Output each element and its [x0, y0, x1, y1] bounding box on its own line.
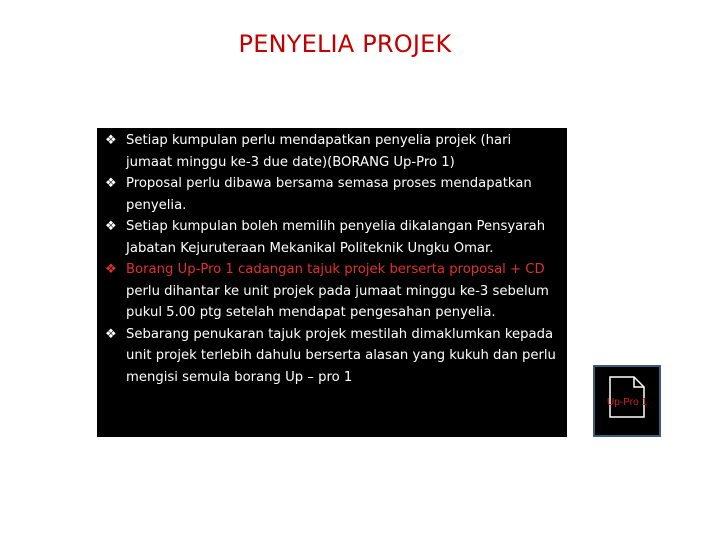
- bullet-text: Setiap kumpulan perlu mendapatkan penyelia projek (hari jumaat minggu ke-3 due date)(BORANG Up-Pro 1): [126, 133, 512, 170]
- bullet-text: [126, 262, 549, 320]
- content-box: [97, 128, 567, 437]
- bullet-item-1: [105, 130, 561, 173]
- diamond-bullet-icon: ❖: [105, 219, 117, 234]
- document-link[interactable]: [593, 365, 661, 437]
- bullet-list: [105, 130, 561, 388]
- document-label: Up-Pro 1: [606, 397, 647, 408]
- diamond-bullet-icon: ❖: [105, 326, 117, 342]
- bullet-item-3: [105, 216, 561, 259]
- bullet-item-2: [105, 173, 561, 216]
- bullet-item-5: [105, 324, 561, 389]
- bullet-text-rest: perlu dihantar ke unit projek pada jumaat minggu ke-3 sebelum pukul 5.00 ptg setelah mendapat pengesahan penyelia.: [126, 283, 549, 320]
- bullet-item-4: [105, 259, 561, 324]
- bullet-text: Proposal perlu dibawa bersama semasa proses mendapatkan penyelia.: [126, 176, 532, 213]
- diamond-bullet-icon: ❖: [105, 133, 117, 148]
- page-title: PENYELIA PROJEK: [238, 30, 452, 58]
- diamond-bullet-icon: ❖: [105, 262, 117, 277]
- bullet-text: Setiap kumpulan boleh memilih penyelia dikalangan Pensyarah Jabatan Kejuruteraan Mekanikal Politeknik Ungku Omar.: [126, 219, 546, 256]
- highlighted-text: Borang Up-Pro 1 cadangan tajuk projek berserta proposal + CD: [126, 262, 545, 277]
- bullet-text: Sebarang penukaran tajuk projek mestilah dimaklumkan kepada unit projek terlebih dahulu berserta alasan yang kukuh dan perlu mengisi semula borang Up – pro 1: [126, 326, 556, 385]
- diamond-bullet-icon: ❖: [105, 176, 117, 191]
